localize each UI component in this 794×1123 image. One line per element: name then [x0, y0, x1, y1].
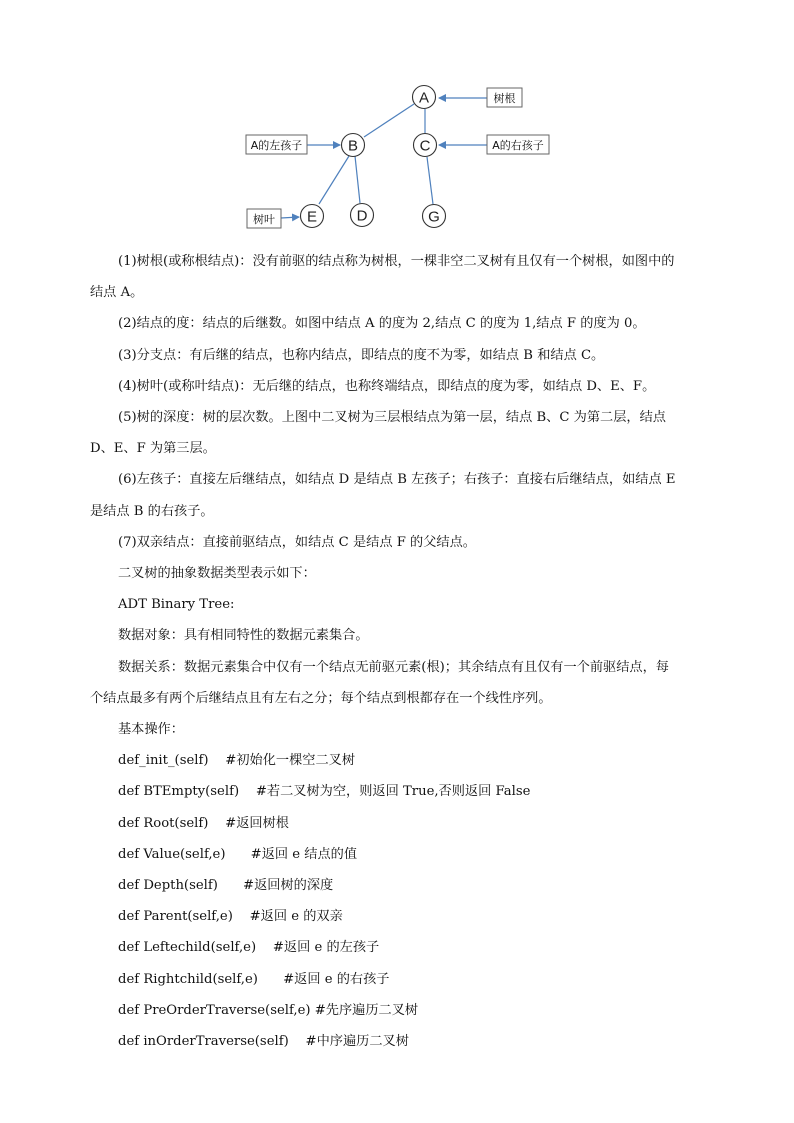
data-relation-line2: 个结点最多有两个后继结点且有左右之分；每个结点到根都存在一个线性序列。 [90, 690, 552, 706]
node-c-label: C [419, 137, 431, 155]
data-object: 数据对象：具有相同特性的数据元素集合。 [118, 628, 369, 644]
edge-b-e [319, 156, 349, 204]
paragraph-parent: (7)双亲结点：直接前驱结点，如结点 C 是结点 F 的父结点。 [118, 534, 476, 550]
node-a-label: A [418, 89, 430, 107]
edge-a-b [364, 104, 414, 137]
node-c [414, 134, 437, 157]
adt-intro: 二叉树的抽象数据类型表示如下： [118, 566, 316, 582]
node-a [413, 86, 436, 109]
paragraph-root-line1: (1)树根(或称根结点)：没有前驱的结点称为树根，一棵非空二叉树有且仅有一个树根，如图中的 [118, 254, 675, 269]
right-child-label-text: A的右孩子 [492, 139, 544, 152]
operation-value: def Value(self,e) #返回 e 结点的值 [118, 846, 358, 862]
paragraph-branch: (3)分支点：有后继的结点，也称内结点，即结点的度不为零，如结点 B 和结点 C。 [118, 347, 605, 363]
paragraph-depth-line2: D、E、F 为第三层。 [90, 441, 216, 457]
operation-init: def_init_(self) #初始化一棵空二叉树 [118, 753, 356, 769]
left-child-label-box [246, 135, 307, 154]
document-body [90, 246, 704, 1057]
arrow-leaf-label [281, 217, 299, 218]
edge-b-d [355, 156, 360, 203]
paragraph-root-line2: 结点 A。 [90, 285, 144, 301]
paragraph-depth-line1: (5)树的深度：树的层次数。上图中二叉树为三层根结点为第一层，结点 B、C 为第二层，结点 [118, 410, 666, 426]
operation-root: def Root(self) #返回树根 [118, 815, 289, 831]
tree-svg [0, 0, 794, 240]
paragraph-children-line1: (6)左孩子：直接左后继结点，如结点 D 是结点 B 左孩子；右孩子：直接右后继结点，如结点 E [118, 472, 676, 488]
operation-depth: def Depth(self) #返回树的深度 [118, 878, 334, 894]
paragraph-leaf: (4)树叶(或称叶结点)：无后继的结点，也称终端结点，即结点的度为零，如结点 D、E、F。 [118, 378, 656, 394]
node-g-label: G [428, 208, 440, 226]
data-relation-line1: 数据关系：数据元素集合中仅有一个结点无前驱元素(根)；其余结点有且仅有一个前驱结点，每 [118, 659, 669, 675]
right-child-label-box [487, 135, 549, 154]
leaf-label-box [247, 209, 281, 228]
node-d-label: D [356, 207, 368, 225]
node-g [423, 205, 446, 228]
paragraph-children-line2: 是结点 B 的右孩子。 [90, 503, 214, 519]
basic-operations-heading: 基本操作： [118, 722, 184, 738]
operation-inorder: def inOrderTraverse(self) #中序遍历二叉树 [118, 1034, 409, 1050]
operation-btempty: def BTEmpty(self) #若二叉树为空，则返回 True,否则返回 False [118, 784, 531, 800]
leaf-label-text: 树叶 [253, 213, 275, 226]
node-e [301, 205, 324, 228]
binary-tree-diagram [0, 0, 794, 240]
operation-leftchild: def Leftechild(self,e) #返回 e 的左孩子 [118, 940, 380, 956]
node-e-label: E [306, 208, 318, 226]
root-label-text: 树根 [493, 92, 516, 105]
paragraph-degree: (2)结点的度：结点的后继数。如图中结点 A 的度为 2,结点 C 的度为 1,结点 F 的度为 0。 [118, 316, 646, 332]
operation-rightchild: def Rightchild(self,e) #返回 e 的右孩子 [118, 971, 390, 987]
root-label-box [487, 88, 522, 107]
adt-name: ADT Binary Tree: [118, 597, 235, 613]
node-b-label: B [347, 137, 359, 155]
operation-parent: def Parent(self,e) #返回 e 的双亲 [118, 909, 343, 925]
left-child-label-text: A的左孩子 [250, 139, 303, 152]
node-d [351, 204, 374, 227]
operation-preorder: def PreOrderTraverse(self,e) #先序遍历二叉树 [118, 1002, 419, 1018]
edge-c-g [427, 157, 433, 204]
node-b [342, 134, 365, 157]
